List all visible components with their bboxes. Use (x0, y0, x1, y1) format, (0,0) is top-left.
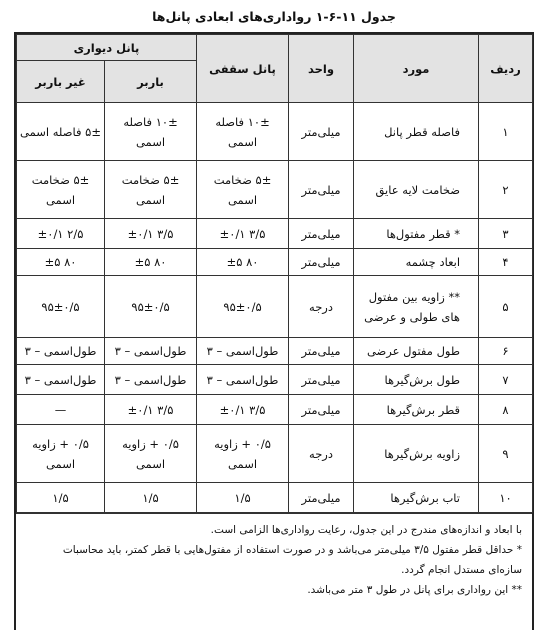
row-item: ضخامت لایه عایق (354, 161, 479, 219)
row-gheyr-barbar: ۹۵±۰/۵ (17, 276, 105, 338)
row-barbar: ۳/۵ ±۰/۱ (105, 395, 197, 425)
note-double-star: ** این رواداری برای پانل در طول ۳ متر می‌باشد. (307, 584, 522, 596)
row-saqfi: ۳/۵ ±۰/۱ (197, 395, 289, 425)
row-gheyr-barbar: ۸۰ ±۵ (17, 249, 105, 276)
table-notes (16, 513, 532, 630)
table-row (17, 219, 533, 249)
row-barbar: ۱۰± فاصله اسمی (105, 103, 197, 161)
row-number: ۳ (479, 219, 533, 249)
row-item: فاصله قطر پانل (354, 103, 479, 161)
row-saqfi: ۸۰ ±۵ (197, 249, 289, 276)
table-row (17, 338, 533, 365)
row-gheyr-barbar: ۲/۵ ±۰/۱ (17, 219, 105, 249)
row-number: ۱۰ (479, 483, 533, 513)
row-saqfi: ۵± ضخامت اسمی (197, 161, 289, 219)
table-row (17, 365, 533, 395)
row-barbar: ۰/۵ + زاویه اسمی (105, 425, 197, 483)
row-unit: درجه (289, 276, 354, 338)
header-radif: ردیف (479, 35, 533, 103)
table-row (17, 249, 533, 276)
row-saqfi: ۱/۵ (197, 483, 289, 513)
row-unit: میلی‌متر (289, 365, 354, 395)
row-gheyr-barbar: طول‌اسمی – ۳ (17, 338, 105, 365)
row-barbar: ۹۵±۰/۵ (105, 276, 197, 338)
row-number: ۸ (479, 395, 533, 425)
row-unit: میلی‌متر (289, 338, 354, 365)
row-saqfi: ۱۰± فاصله اسمی (197, 103, 289, 161)
row-unit: میلی‌متر (289, 103, 354, 161)
row-barbar: ۵± ضخامت اسمی (105, 161, 197, 219)
row-gheyr-barbar: ۵± ضخامت اسمی (17, 161, 105, 219)
header-mored: مورد (354, 35, 479, 103)
row-gheyr-barbar: ۵± فاصله اسمی (17, 103, 105, 161)
row-unit: میلی‌متر (289, 483, 354, 513)
table-row (17, 276, 533, 338)
row-saqfi: ۹۵±۰/۵ (197, 276, 289, 338)
row-number: ۵ (479, 276, 533, 338)
row-saqfi: ۰/۵ + زاویه اسمی (197, 425, 289, 483)
row-gheyr-barbar: طول‌اسمی – ۳ (17, 365, 105, 395)
tolerance-table (16, 34, 533, 513)
row-item: ** زاویه بین مفتول های طولی و عرضی (354, 276, 479, 338)
row-item: ابعاد چشمه (354, 249, 479, 276)
row-gheyr-barbar: ۱/۵ (17, 483, 105, 513)
row-saqfi: طول‌اسمی – ۳ (197, 338, 289, 365)
table-row (17, 425, 533, 483)
row-number: ۷ (479, 365, 533, 395)
header-saqfi: پانل سقفی (197, 35, 289, 103)
row-unit: میلی‌متر (289, 219, 354, 249)
table-row (17, 103, 533, 161)
row-item: تاب برش‌گیرها (354, 483, 479, 513)
row-number: ۹ (479, 425, 533, 483)
note-star: * حداقل قطر مفتول ۳/۵ میلی‌متر می‌باشد و در صورت استفاده از مفتول‌هایی با قطر کمتر، باید محاسبات سازه‌ای مستدل انجام گردد. (62, 544, 522, 576)
row-item: * قطر مفتول‌ها (354, 219, 479, 249)
row-number: ۴ (479, 249, 533, 276)
row-barbar: ۸۰ ±۵ (105, 249, 197, 276)
row-item: طول مفتول عرضی (354, 338, 479, 365)
row-number: ۲ (479, 161, 533, 219)
row-unit: میلی‌متر (289, 161, 354, 219)
row-item: طول برش‌گیرها (354, 365, 479, 395)
header-vahed: واحد (289, 35, 354, 103)
row-barbar: ۱/۵ (105, 483, 197, 513)
row-barbar: طول‌اسمی – ۳ (105, 365, 197, 395)
header-divari: پانل دیواری (17, 35, 197, 61)
row-saqfi: ۳/۵ ±۰/۱ (197, 219, 289, 249)
header-barbar: باربر (105, 61, 197, 103)
header-gheyr-barbar: غیر باربر (17, 61, 105, 103)
table-row (17, 483, 533, 513)
row-unit: میلی‌متر (289, 395, 354, 425)
row-unit: میلی‌متر (289, 249, 354, 276)
row-barbar: طول‌اسمی – ۳ (105, 338, 197, 365)
table-row (17, 161, 533, 219)
table-frame (14, 32, 534, 630)
row-gheyr-barbar: ۰/۵ + زاویه اسمی (17, 425, 105, 483)
table-row (17, 395, 533, 425)
row-saqfi: طول‌اسمی – ۳ (197, 365, 289, 395)
row-gheyr-barbar: — (17, 395, 105, 425)
row-number: ۱ (479, 103, 533, 161)
note-general: با ابعاد و اندازه‌های مندرج در این جدول، رعایت رواداری‌ها الزامی است. (210, 524, 522, 536)
table-title: جدول ۱۱-۶-۱ رواداری‌های ابعادی پانل‌ها (152, 9, 396, 24)
row-barbar: ۳/۵ ±۰/۱ (105, 219, 197, 249)
row-item: قطر برش‌گیرها (354, 395, 479, 425)
row-unit: درجه (289, 425, 354, 483)
row-number: ۶ (479, 338, 533, 365)
row-item: زاویه برش‌گیرها (354, 425, 479, 483)
